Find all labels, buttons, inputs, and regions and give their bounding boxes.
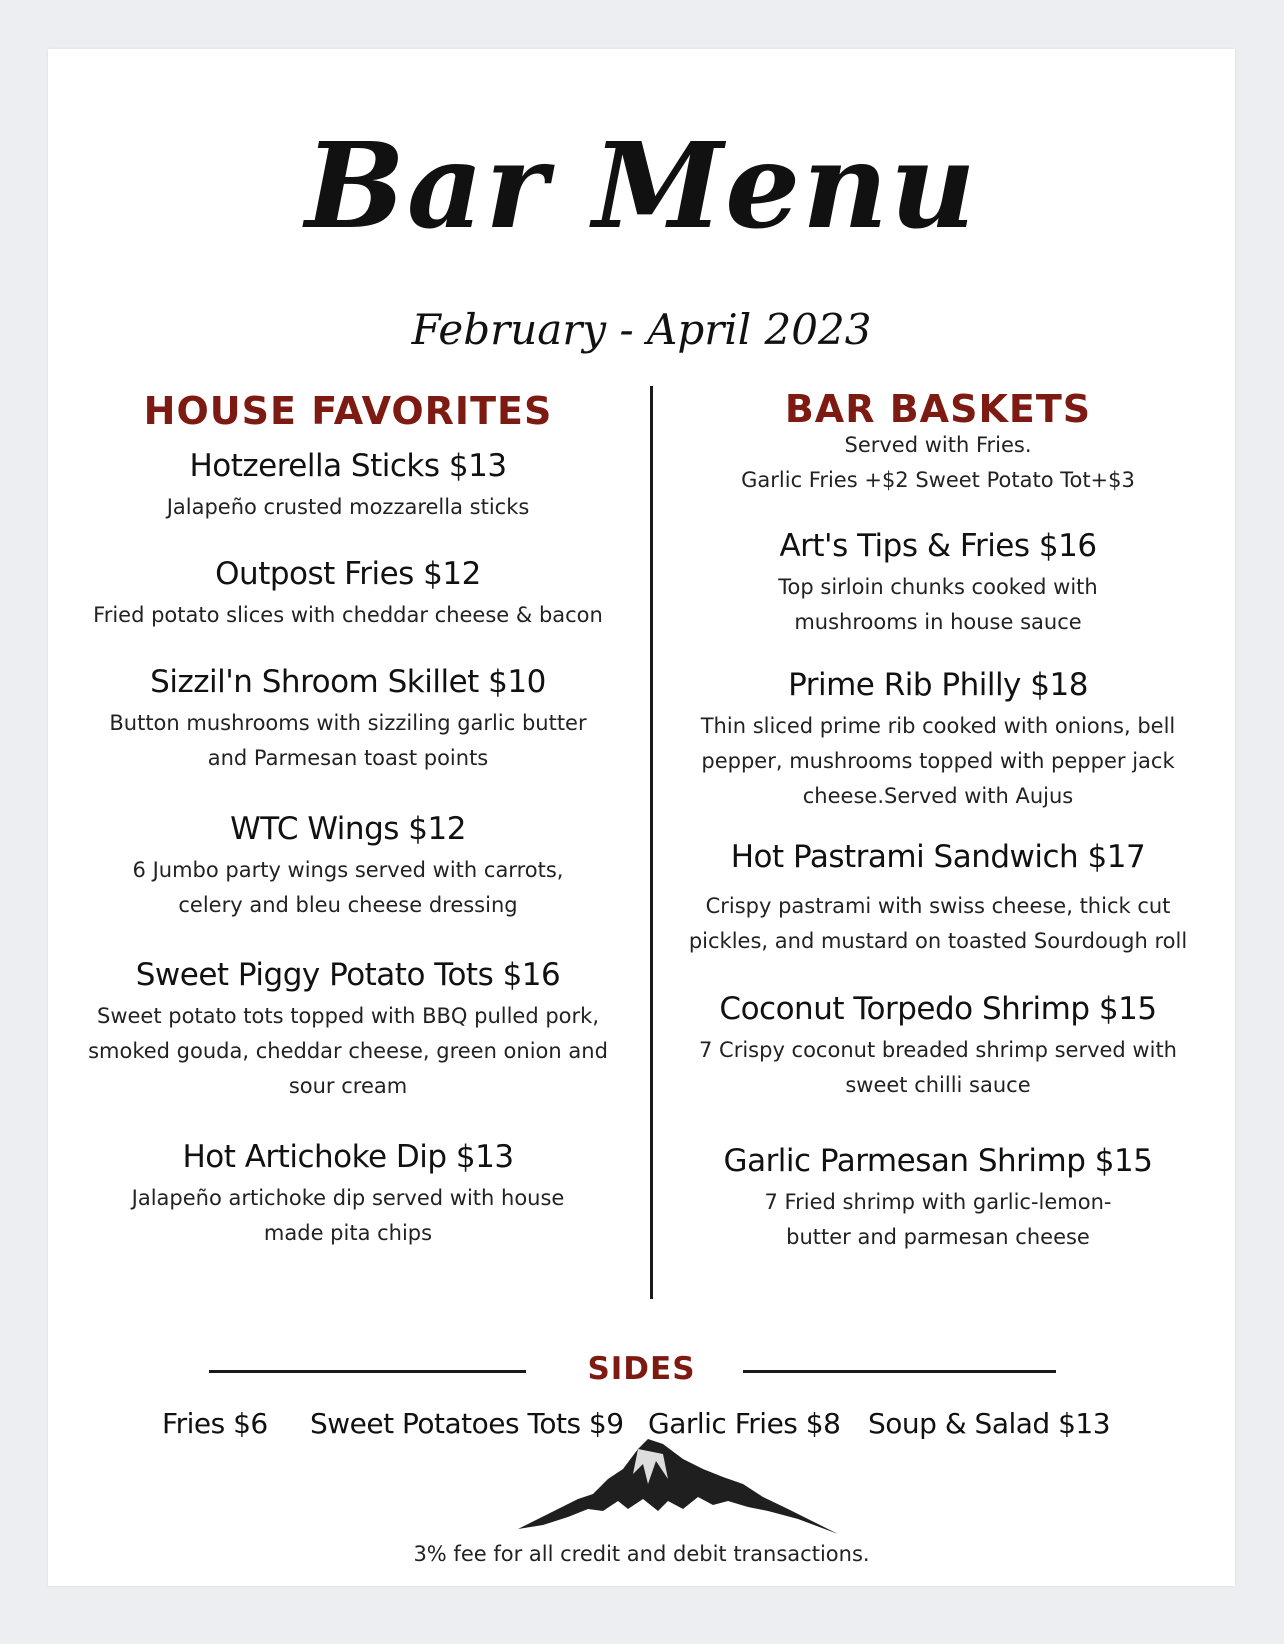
house-favorites-heading: HOUSE FAVORITES [143,389,553,433]
menu-item [78,809,618,923]
menu-title: Bar Menu [305,116,978,255]
item-name: WTC Wings $12 [230,811,466,847]
item-description: Sweet potato tots topped with BBQ pulled pork, smoked gouda, cheddar cheese, green onion and sour cream [88,1004,608,1098]
menu-item [668,989,1208,1103]
item-name: Sweet Piggy Potato Tots $16 [135,957,561,993]
menu-item [668,1141,1208,1255]
menu-item [668,837,1208,959]
bar-baskets-note: Served with Fries. [844,433,1032,457]
bar-baskets-column [668,49,1208,1349]
item-name: Hotzerella Sticks $13 [189,448,507,484]
item-name: Outpost Fries $12 [215,556,481,592]
footer-note: 3% fee for all credit and debit transactions. [413,1542,870,1566]
house-favorites-column [78,49,618,1349]
menu-subtitle: February - April 2023 [411,305,872,354]
column-divider [650,386,653,1299]
item-description: Fried potato slices with cheddar cheese & bacon [93,603,603,627]
item-description: Crispy pastrami with swiss cheese, thick cut pickles, and mustard on toasted Sourdough roll [688,894,1188,953]
menu-page [48,49,1235,1586]
menu-item [78,554,618,633]
menu-item [78,1137,618,1251]
side-item: Soup & Salad $13 [868,1407,1111,1440]
sides-heading: SIDES [587,1351,696,1387]
item-name: Hot Artichoke Dip $13 [182,1139,514,1175]
item-description: 7 Crispy coconut breaded shrimp served with sweet chilli sauce [699,1038,1177,1097]
item-name: Hot Pastrami Sandwich $17 [730,839,1146,875]
side-item: Garlic Fries $8 [648,1407,841,1440]
menu-item [668,526,1208,640]
item-description: Top sirloin chunks cooked with mushrooms in house sauce [778,575,1098,634]
item-name: Sizzil'n Shroom Skillet $10 [150,664,546,700]
item-name: Prime Rib Philly $18 [788,667,1088,703]
item-description: Thin sliced prime rib cooked with onions, bell pepper, mushrooms topped with pepper jack cheese.Served with Aujus [700,714,1176,808]
menu-item [78,662,618,776]
item-name: Coconut Torpedo Shrimp $15 [719,991,1157,1027]
item-description: 7 Fried shrimp with garlic-lemon-butter and parmesan cheese [764,1190,1112,1249]
mountain-icon [518,1439,838,1539]
item-description: Jalapeño artichoke dip served with house made pita chips [131,1186,565,1245]
bar-baskets-upgrades: Garlic Fries +$2 Sweet Potato Tot+$3 [741,468,1135,492]
menu-item [78,955,618,1104]
item-name: Garlic Parmesan Shrimp $15 [723,1143,1153,1179]
item-name: Art's Tips & Fries $16 [779,528,1097,564]
menu-item [78,446,618,525]
menu-item [668,665,1208,814]
side-item: Sweet Potatoes Tots $9 [310,1407,624,1440]
item-description: Jalapeño crusted mozzarella sticks [166,495,530,519]
item-description: 6 Jumbo party wings served with carrots, celery and bleu cheese dressing [132,858,564,917]
side-item: Fries $6 [162,1407,268,1440]
bar-baskets-heading: BAR BASKETS [784,387,1092,431]
item-description: Button mushrooms with sizziling garlic butter and Parmesan toast points [109,711,587,770]
